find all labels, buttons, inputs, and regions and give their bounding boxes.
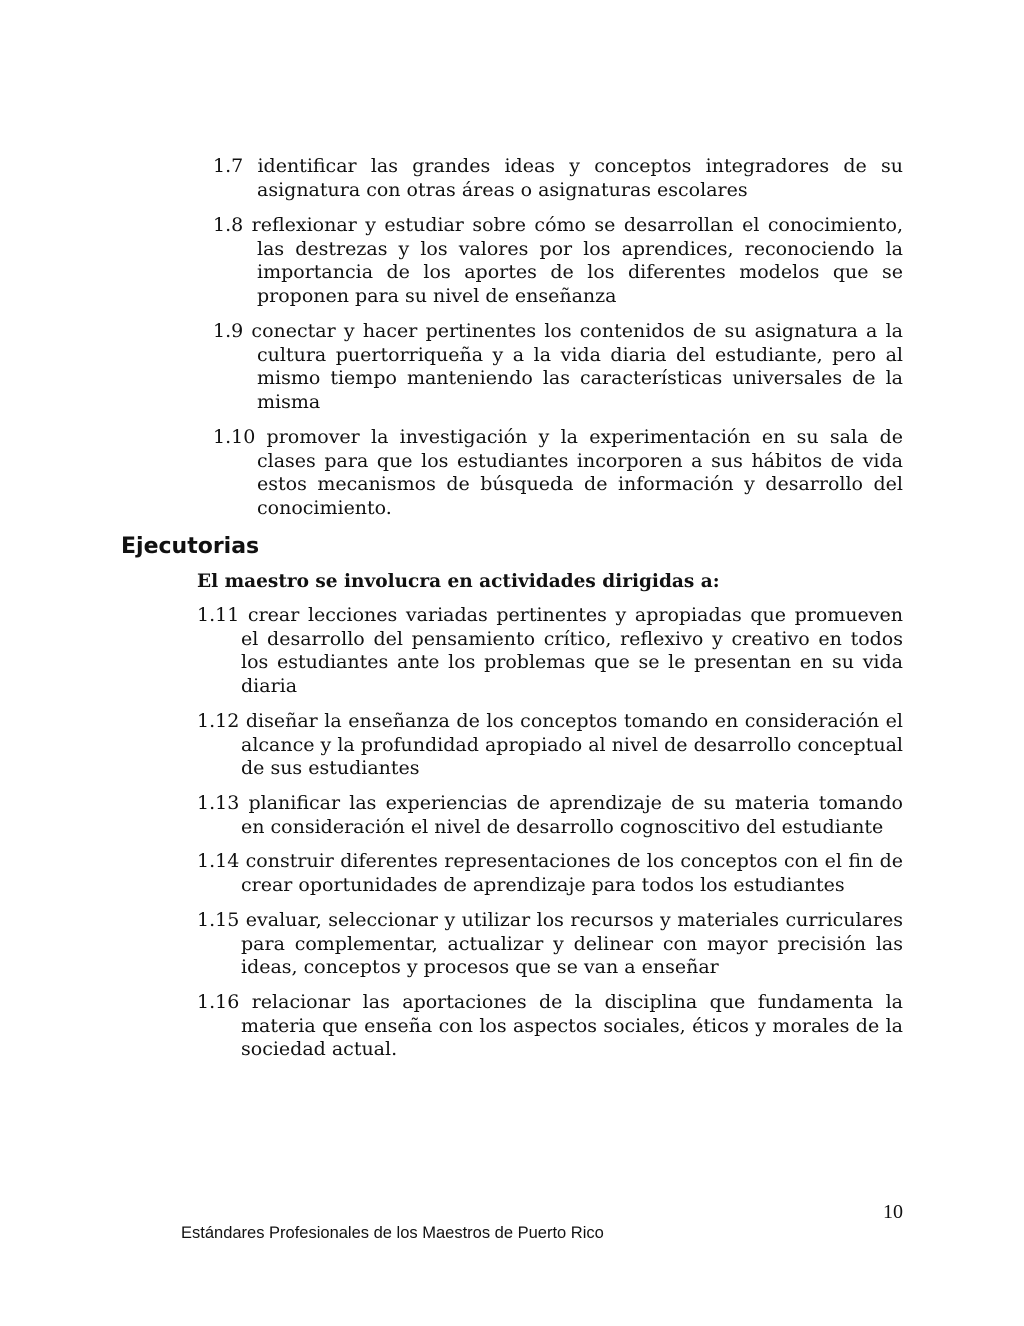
section-intro: El maestro se involucra en actividades dirigidas a: bbox=[197, 571, 720, 592]
list-item: 1.7 identificar las grandes ideas y conceptos integradores de su asignatura con otras áreas o asignaturas escolares bbox=[213, 155, 903, 201]
list-item: 1.8 reflexionar y estudiar sobre cómo se desarrollan el conocimiento, las destrezas y los valores por los aprendices, reconociendo la importancia de los aportes de los diferentes modelos que se proponen para su nivel de enseñanza bbox=[213, 214, 903, 307]
list-item: 1.14 construir diferentes representaciones de los conceptos con el fin de crear oportunidades de aprendizaje para todos los estudiantes bbox=[197, 850, 903, 896]
list-item: 1.13 planificar las experiencias de aprendizaje de su materia tomando en consideración el nivel de desarrollo cognoscitivo del estudiante bbox=[197, 792, 903, 838]
list-item: 1.10 promover la investigación y la experimentación en su sala de clases para que los estudiantes incorporen a sus hábitos de vida estos mecanismos de búsqueda de información y desarrollo del conocimiento. bbox=[213, 426, 903, 519]
list-item: 1.9 conectar y hacer pertinentes los contenidos de su asignatura a la cultura puertorriqueña y a la vida diaria del estudiante, pero al mismo tiempo manteniendo las características universales de la misma bbox=[213, 320, 903, 413]
list-item: 1.15 evaluar, seleccionar y utilizar los recursos y materiales curriculares para complementar, actualizar y delinear con mayor precisión las ideas, conceptos y procesos que se van a enseñar bbox=[197, 909, 903, 979]
footer-text: Estándares Profesionales de los Maestros de Puerto Rico bbox=[181, 1224, 604, 1242]
page-number: 10 bbox=[883, 1201, 903, 1223]
list-item: 1.11 crear lecciones variadas pertinentes y apropiadas que promueven el desarrollo del pensamiento crítico, reflexivo y creativo en todos los estudiantes ante los problemas que se le presentan en su vida diaria bbox=[197, 604, 903, 697]
list-item: 1.12 diseñar la enseñanza de los conceptos tomando en consideración el alcance y la profundidad apropiado al nivel de desarrollo conceptual de sus estudiantes bbox=[197, 710, 903, 780]
section-heading: Ejecutorias bbox=[121, 534, 260, 559]
list-item: 1.16 relacionar las aportaciones de la disciplina que fundamenta la materia que enseña con los aspectos sociales, éticos y morales de la sociedad actual. bbox=[197, 991, 903, 1061]
